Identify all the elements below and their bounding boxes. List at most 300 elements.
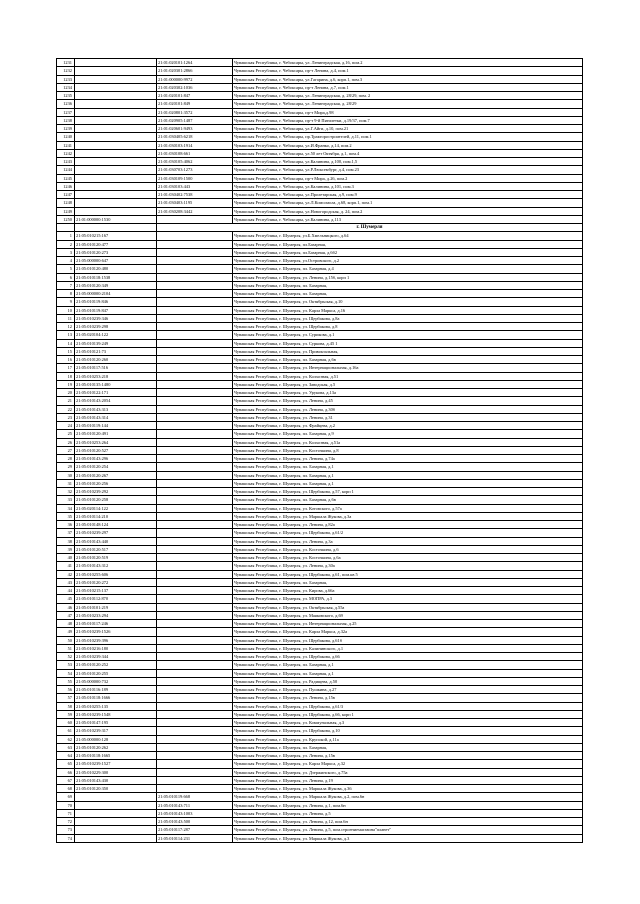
- room-cadastral-number-cell: [157, 521, 233, 529]
- cadastral-number-cell: 21:05:010120:477: [75, 240, 157, 248]
- row-number-cell: 1: [57, 232, 75, 240]
- room-cadastral-number-cell: [157, 248, 233, 256]
- room-cadastral-number-cell: [157, 694, 233, 702]
- cadastral-number-cell: 21:05:010122:171: [75, 389, 157, 397]
- row-number-cell: 1245: [57, 174, 75, 182]
- address-cell: Чувашская Республика, г. Чебоксары, пр-т Ленина, д.7, пом.1: [233, 83, 583, 91]
- row-number-cell: 33: [57, 496, 75, 504]
- row-number-cell: 1242: [57, 149, 75, 157]
- row-number-cell: 1235: [57, 92, 75, 100]
- room-cadastral-number-cell: [157, 372, 233, 380]
- table-row: [57, 768, 583, 776]
- cadastral-number-cell: 21:05:010239:346: [75, 314, 157, 322]
- room-cadastral-number-cell: [157, 405, 233, 413]
- table-row: [57, 174, 583, 182]
- cadastral-number-cell: [75, 809, 157, 817]
- row-number-cell: 64: [57, 752, 75, 760]
- address-cell: Чувашская Республика, г. Шумерля, ул. Калининского, д.1: [233, 644, 583, 652]
- cadastral-number-cell: 21:05:010143:430: [75, 776, 157, 784]
- table-row: [57, 677, 583, 685]
- room-cadastral-number-cell: [157, 488, 233, 496]
- table-row: [57, 529, 583, 537]
- address-cell: Чувашская Республика, г. Чебоксары, ул.Калинина, д.100, пом.1,5: [233, 158, 583, 166]
- room-cadastral-number-cell: 21:01:020905:1487: [157, 116, 233, 124]
- cadastral-number-cell: 21:05:010143:313: [75, 405, 157, 413]
- address-cell: Чувашская Республика, г. Шумерля, ул.Б.Хмельницкого, д.64: [233, 232, 583, 240]
- room-cadastral-number-cell: [157, 562, 233, 570]
- table-row: [57, 182, 583, 190]
- address-cell: Чувашская Республика, г. Чебоксары, ул. Ленинградская, д. 28/29, пом. 2: [233, 92, 583, 100]
- cadastral-number-cell: 21:05:010118:1538: [75, 273, 157, 281]
- address-cell: Чувашская Республика, г. Чебоксары, пр-т Ленина, д.4, пом.1: [233, 67, 583, 75]
- address-cell: Чувашская Республика, г. Шумерля, ул. Ленина, д.15б, корп 1: [233, 273, 583, 281]
- address-cell: Чувашская Республика, г. Шумерля, ул. Щербакова, д.61/3: [233, 702, 583, 710]
- table-row: [57, 83, 583, 91]
- room-cadastral-number-cell: [157, 257, 233, 265]
- cadastral-number-cell: 21:05:010120:254: [75, 463, 157, 471]
- room-cadastral-number-cell: [157, 570, 233, 578]
- address-cell: Чувашская Республика, г. Шумерля, пл. Базарная,: [233, 281, 583, 289]
- table-row: [57, 710, 583, 718]
- table-row: [57, 512, 583, 520]
- cadastral-number-cell: 21:05:010216:180: [75, 644, 157, 652]
- cadastral-number-cell: 21:05:010120:349: [75, 281, 157, 289]
- cadastral-number-cell: 21:05:020104:122: [75, 331, 157, 339]
- address-cell: Чувашская Республика, г. Чебоксары, ул.Пролетарская, д.9, пом.9: [233, 191, 583, 199]
- cadastral-number-cell: 21:05:010120:273: [75, 248, 157, 256]
- cadastral-number-cell: [75, 116, 157, 124]
- cadastral-number-cell: [75, 149, 157, 157]
- row-number-cell: 28: [57, 455, 75, 463]
- table-row: [57, 785, 583, 793]
- table-row: [57, 133, 583, 141]
- table-row: [57, 215, 583, 223]
- address-cell: Чувашская Республика, г. Шумерля, ул. Привокзальная,: [233, 347, 583, 355]
- room-cadastral-number-cell: [157, 628, 233, 636]
- row-number-cell: 1249: [57, 207, 75, 215]
- room-cadastral-number-cell: 21:05:010114:231: [157, 834, 233, 842]
- table-row: [57, 372, 583, 380]
- room-cadastral-number-cell: 21:01:030402:7538: [157, 191, 233, 199]
- cadastral-number-cell: 21:05:010120:517: [75, 545, 157, 553]
- table-row: [57, 793, 583, 801]
- room-cadastral-number-cell: [157, 620, 233, 628]
- room-cadastral-number-cell: [157, 504, 233, 512]
- address-cell: Чувашская Республика, г. Чебоксары, пр-т Мира,д.98: [233, 108, 583, 116]
- room-cadastral-number-cell: [157, 587, 233, 595]
- row-number-cell: 4: [57, 257, 75, 265]
- table-row: [57, 463, 583, 471]
- cadastral-number-cell: 21:05:010239:344: [75, 653, 157, 661]
- row-number-cell: 10: [57, 306, 75, 314]
- table-row: [57, 554, 583, 562]
- room-cadastral-number-cell: 21:01:030403:1195: [157, 199, 233, 207]
- table-row: [57, 562, 583, 570]
- cadastral-number-cell: 21:05:010116:189: [75, 686, 157, 694]
- address-cell: Чувашская Республика, г. Шумерля, ул. Ленина, д.31: [233, 413, 583, 421]
- table-row: [57, 719, 583, 727]
- table-row: [57, 727, 583, 735]
- cadastral-number-cell: 21:05:010101:219: [75, 603, 157, 611]
- address-cell: Чувашская Республика, г. Шумерля, ул. Карла Маркса, д.16: [233, 306, 583, 314]
- cadastral-number-cell: [75, 826, 157, 834]
- row-number-cell: 43: [57, 578, 75, 586]
- table-row: [57, 265, 583, 273]
- cadastral-number-cell: [75, 166, 157, 174]
- address-cell: Чувашская Республика, г. Шумерля, ул. Ленина, д.15в: [233, 752, 583, 760]
- room-cadastral-number-cell: [157, 785, 233, 793]
- address-cell: Чувашская Республика, г. Шумерля, ул. Октябрьская, д.55а: [233, 603, 583, 611]
- room-cadastral-number-cell: 21:05:010119:668: [157, 793, 233, 801]
- cadastral-number-cell: 21:05:010229:300: [75, 768, 157, 776]
- address-cell: Чувашская Республика, г. Шумерля, ул. Ленина, д.74а: [233, 455, 583, 463]
- table-row: [57, 257, 583, 265]
- cadastral-number-cell: 21:05:010239:1548: [75, 710, 157, 718]
- table-row: [57, 603, 583, 611]
- row-number-cell: 70: [57, 801, 75, 809]
- table-row: [57, 240, 583, 248]
- row-number-cell: 74: [57, 834, 75, 842]
- room-cadastral-number-cell: [157, 323, 233, 331]
- table-row: [57, 298, 583, 306]
- room-cadastral-number-cell: 21:01:030108:661: [157, 149, 233, 157]
- address-cell: Чувашская Республика, г. Шумерля, пл. Базарная,: [233, 290, 583, 298]
- row-number-cell: 19: [57, 380, 75, 388]
- cadastral-number-cell: 21:05:010120:350: [75, 785, 157, 793]
- cadastral-number-cell: [75, 83, 157, 91]
- address-cell: Чувашская Республика, г. Шумерля, пл. Базарная, д.6в: [233, 356, 583, 364]
- row-number-cell: 68: [57, 785, 75, 793]
- cadastral-number-cell: 21:05:010239:1526: [75, 628, 157, 636]
- address-cell: Чувашская Республика, г. Чебоксары, ул.И.Франко, д.14, пом.2: [233, 141, 583, 149]
- table-row: [57, 809, 583, 817]
- cadastral-number-cell: [75, 182, 157, 190]
- room-cadastral-number-cell: [157, 215, 233, 223]
- table-row: [57, 801, 583, 809]
- room-cadastral-number-cell: [157, 496, 233, 504]
- table-row: [57, 116, 583, 124]
- address-cell: Чувашская Республика, г. Чебоксары, ул. Ленинградская, д. 28/29: [233, 100, 583, 108]
- room-cadastral-number-cell: 21:01:020302:1036: [157, 83, 233, 91]
- row-number-cell: 21: [57, 397, 75, 405]
- table-row: [57, 446, 583, 454]
- table-row: [57, 158, 583, 166]
- table-row: [57, 834, 583, 842]
- room-cadastral-number-cell: 21:01:030103:443: [157, 182, 233, 190]
- table-row: [57, 331, 583, 339]
- room-cadastral-number-cell: [157, 677, 233, 685]
- address-cell: Чувашская Республика, г. Шумерля, пл.Базарная,: [233, 240, 583, 248]
- row-number-cell: 1246: [57, 182, 75, 190]
- cadastral-number-cell: 21:05:010121:73: [75, 347, 157, 355]
- address-cell: Чувашская Республика, г. Шумерля, ул. Маршала Жукова, д.3а: [233, 512, 583, 520]
- room-cadastral-number-cell: [157, 446, 233, 454]
- table-row: [57, 537, 583, 545]
- cadastral-number-cell: 21:05:010239:292: [75, 488, 157, 496]
- room-cadastral-number-cell: [157, 240, 233, 248]
- address-cell: Чувашская Республика, г. Шумерля, ул. Ленина, д.15в: [233, 694, 583, 702]
- cadastral-number-cell: [75, 174, 157, 182]
- row-number-cell: 41: [57, 562, 75, 570]
- address-cell: Чувашская Республика, г. Шумерля, ул. Заводская, д.5: [233, 380, 583, 388]
- table-row: [57, 578, 583, 586]
- cadastral-number-cell: 21:05:010120:258: [75, 496, 157, 504]
- room-cadastral-number-cell: 21:01:020101:847: [157, 92, 233, 100]
- room-cadastral-number-cell: 21:05:010143:711: [157, 801, 233, 809]
- address-cell: Чувашская Республика, г. Шумерля, пл. Базарная, д.1: [233, 661, 583, 669]
- room-cadastral-number-cell: [157, 438, 233, 446]
- cadastral-number-cell: [75, 158, 157, 166]
- cadastral-number-cell: 21:05:010112:870: [75, 595, 157, 603]
- room-cadastral-number-cell: [157, 603, 233, 611]
- address-cell: Чувашская Республика, г. Шумерля, ул. Интернациональная, д.16а: [233, 364, 583, 372]
- row-number-cell: 42: [57, 570, 75, 578]
- row-number-cell: 22: [57, 405, 75, 413]
- row-number-cell: 45: [57, 595, 75, 603]
- table-row: [57, 248, 583, 256]
- cadastral-number-cell: 21:05:010239:317: [75, 727, 157, 735]
- row-number-cell: 2: [57, 240, 75, 248]
- row-number-cell: 1234: [57, 83, 75, 91]
- room-cadastral-number-cell: [157, 537, 233, 545]
- address-cell: Чувашская Республика, г. Шумерля, ул. Маршала Жукова, д.3: [233, 834, 583, 842]
- row-number-cell: 5: [57, 265, 75, 273]
- cadastral-number-cell: 21:05:010143:314: [75, 413, 157, 421]
- table-row: [57, 587, 583, 595]
- address-cell: Чувашская Республика, г. Шумерля, ул. Маяковского, д.69: [233, 611, 583, 619]
- table-row: [57, 397, 583, 405]
- row-number-cell: 48: [57, 620, 75, 628]
- address-cell: Чувашская Республика, г. Шумерля, ул. Октябрьская, д.10: [233, 298, 583, 306]
- cadastral-number-cell: 21:05:010114:210: [75, 512, 157, 520]
- table-row: [57, 232, 583, 240]
- address-cell: Чувашская Республика, г. Шумерля, ул. Котовского, д.57а: [233, 504, 583, 512]
- address-cell: Чувашская Республика, г. Шумерля, ул. Ленина, д.45: [233, 397, 583, 405]
- address-cell: Чувашская Республика, г. Шумерля, ул. Щербакова, д.57, корп 1: [233, 488, 583, 496]
- address-cell: Чувашская Республика, г. Шумерля, ул. Коммунальная, д.3: [233, 719, 583, 727]
- address-cell: Чувашская Республика, г. Шумерля, ул. Маршала Жукова, д.2, пом.6н: [233, 793, 583, 801]
- cadastral-number-cell: 21:05:010143:296: [75, 455, 157, 463]
- table-row: [57, 273, 583, 281]
- row-number-cell: 1232: [57, 67, 75, 75]
- cadastral-number-cell: [75, 133, 157, 141]
- cadastral-number-cell: 21:05:010120:491: [75, 430, 157, 438]
- table-row: [57, 290, 583, 298]
- address-cell: Чувашская Республика, г. Чебоксары, ул.50 лет Октября, д.1, пом.4: [233, 149, 583, 157]
- table-row: [57, 743, 583, 751]
- room-cadastral-number-cell: [157, 479, 233, 487]
- row-number-cell: 72: [57, 818, 75, 826]
- row-number-cell: 9: [57, 298, 75, 306]
- room-cadastral-number-cell: 21:01:020301:2866: [157, 67, 233, 75]
- table-row: [57, 611, 583, 619]
- address-cell: Чувашская Республика, г. Шумерля, ул. Колхозная, д.51а: [233, 438, 583, 446]
- room-cadastral-number-cell: 21:01:030103:1914: [157, 141, 233, 149]
- room-cadastral-number-cell: 21:01:020101:1264: [157, 59, 233, 67]
- row-number-cell: 15: [57, 347, 75, 355]
- table-row: [57, 661, 583, 669]
- address-cell: Чувашская Республика, г. Шумерля, ул. Косточкина, д.6а: [233, 554, 583, 562]
- address-cell: Чувашская Республика, г. Шумерля, пл.Базарная, д.6б2: [233, 248, 583, 256]
- address-cell: Чувашская Республика, г. Шумерля, ул. Карла Маркса, д.32а: [233, 628, 583, 636]
- row-number-cell: 20: [57, 389, 75, 397]
- table-row: [57, 430, 583, 438]
- cadastral-number-cell: 21:05:010147:195: [75, 719, 157, 727]
- table-row: [57, 702, 583, 710]
- room-cadastral-number-cell: [157, 364, 233, 372]
- room-cadastral-number-cell: [157, 380, 233, 388]
- table-row: [57, 75, 583, 83]
- address-cell: Чувашская Республика, г. Шумерля, ул. Кирова, д.66а: [233, 587, 583, 595]
- cadastral-number-cell: 21:05:010120:519: [75, 554, 157, 562]
- row-number-cell: 1248: [57, 199, 75, 207]
- row-number-cell: 50: [57, 636, 75, 644]
- cadastral-number-cell: [75, 801, 157, 809]
- address-cell: Чувашская Республика, г. Шумерля, ул. Сурикова, д.1: [233, 331, 583, 339]
- row-number-cell: 1244: [57, 166, 75, 174]
- row-number-cell: 58: [57, 702, 75, 710]
- address-cell: Чувашская Республика, г. Чебоксары, пр-т Мира, д.26, пом.2: [233, 174, 583, 182]
- address-cell: Чувашская Республика, г. Шумерля, ул. Интернациональная, д.25: [233, 620, 583, 628]
- row-number-cell: 1240: [57, 133, 75, 141]
- table-row: [57, 191, 583, 199]
- room-cadastral-number-cell: 21:01:000000:9972: [157, 75, 233, 83]
- table-row: [57, 479, 583, 487]
- cadastral-number-cell: 21:05:010118:1665: [75, 752, 157, 760]
- room-cadastral-number-cell: [157, 331, 233, 339]
- cadastral-number-cell: 21:05:010119:846: [75, 298, 157, 306]
- cadastral-number-cell: 21:05:010120:267: [75, 471, 157, 479]
- cadastral-number-cell: 21:05:010117:516: [75, 364, 157, 372]
- row-number-cell: 73: [57, 826, 75, 834]
- address-cell: Чувашская Республика, г. Шумерля, ул.Островского, д.2: [233, 257, 583, 265]
- section-header-row: [57, 224, 583, 232]
- address-cell: Чувашская Республика, г. Шумерля, пл. Базарная, д.1: [233, 479, 583, 487]
- table-row: [57, 108, 583, 116]
- address-cell: Чувашская Республика, г. Шумерля, пл. Базарная, д.4: [233, 265, 583, 273]
- row-number-cell: 39: [57, 545, 75, 553]
- table-row: [57, 471, 583, 479]
- cadastral-number-cell: [75, 793, 157, 801]
- address-cell: Чувашская Республика, г. Шумерля, пл. Базарная, д.1: [233, 669, 583, 677]
- cadastral-number-cell: 21:05:010135:1480: [75, 380, 157, 388]
- table-row: [57, 620, 583, 628]
- table-row: [57, 826, 583, 834]
- room-cadastral-number-cell: 21:01:030703:1273: [157, 166, 233, 174]
- room-cadastral-number-cell: 21:05:010143:1003: [157, 809, 233, 817]
- address-cell: Чувашская Республика, г. Шумерля, ул. Ленина, д.30б: [233, 405, 583, 413]
- room-cadastral-number-cell: [157, 273, 233, 281]
- table-row: [57, 100, 583, 108]
- cadastral-number-cell: 21:05:010120:255: [75, 669, 157, 677]
- row-number-cell: 46: [57, 603, 75, 611]
- table-row: [57, 141, 583, 149]
- room-cadastral-number-cell: [157, 529, 233, 537]
- cadastral-number-cell: 21:05:010239:298: [75, 323, 157, 331]
- cadastral-number-cell: 21:05:000000:128: [75, 735, 157, 743]
- cadastral-number-cell: 21:05:010139:249: [75, 339, 157, 347]
- address-cell: Чувашская Республика, г. Шумерля, ул. Ленина, д.30а: [233, 562, 583, 570]
- room-cadastral-number-cell: [157, 554, 233, 562]
- row-number-cell: 59: [57, 710, 75, 718]
- row-number-cell: 31: [57, 479, 75, 487]
- room-cadastral-number-cell: [157, 290, 233, 298]
- table-row: [57, 413, 583, 421]
- table-row: [57, 356, 583, 364]
- table-row: [57, 125, 583, 133]
- cadastral-number-cell: 21:05:010117:246: [75, 620, 157, 628]
- table-row: [57, 760, 583, 768]
- table-row: [57, 199, 583, 207]
- room-cadastral-number-cell: [157, 686, 233, 694]
- room-cadastral-number-cell: [157, 760, 233, 768]
- address-cell: Чувашская Республика, г. Чебоксары, ул.Калинина, д.101, пом.3: [233, 182, 583, 190]
- address-cell: Чувашская Республика, г. Шумерля, ул. Колхозная, д.51: [233, 372, 583, 380]
- row-number-cell: 37: [57, 529, 75, 537]
- table-row: [57, 59, 583, 67]
- room-cadastral-number-cell: [157, 595, 233, 603]
- row-number-cell: 16: [57, 356, 75, 364]
- cadastral-number-cell: 21:05:010253:218: [75, 372, 157, 380]
- address-cell: Чувашская Республика, г. Чебоксары, ул.Калинина, д.113: [233, 215, 583, 223]
- table-row: [57, 694, 583, 702]
- address-cell: Чувашская Республика, г. Шумерля, ул. Ленина, д.12, пом.6н: [233, 818, 583, 826]
- room-cadastral-number-cell: [157, 752, 233, 760]
- address-cell: Чувашская Республика, г. Шумерля, пл. Базарная, д.1: [233, 463, 583, 471]
- cadastral-number-cell: 21:05:010120:256: [75, 479, 157, 487]
- address-cell: Чувашская Республика, г. Шумерля, ул. Крупской, д.11а: [233, 735, 583, 743]
- cadastral-number-cell: 21:05:010120:480: [75, 265, 157, 273]
- room-cadastral-number-cell: 21:01:030109:1500: [157, 174, 233, 182]
- address-cell: Чувашская Республика, г. Чебоксары, ул.Л.Комсомола, д.68, корп.1, пом.1: [233, 199, 583, 207]
- table-row: [57, 653, 583, 661]
- table-row: [57, 67, 583, 75]
- room-cadastral-number-cell: 21:01:020101:849: [157, 100, 233, 108]
- row-number-cell: 17: [57, 364, 75, 372]
- row-number-cell: 23: [57, 413, 75, 421]
- cadastral-number-cell: [75, 818, 157, 826]
- table-row: [57, 776, 583, 784]
- property-table-body: [57, 59, 583, 843]
- room-cadastral-number-cell: [157, 719, 233, 727]
- row-number-cell: 1241: [57, 141, 75, 149]
- table-row: [57, 735, 583, 743]
- row-number-cell: 71: [57, 809, 75, 817]
- address-cell: Чувашская Республика, г. Шумерля, ул. Фрайцева, д.2: [233, 422, 583, 430]
- cadastral-number-cell: 21:05:010255:135: [75, 702, 157, 710]
- row-number-cell: 55: [57, 677, 75, 685]
- address-cell: Чувашская Республика, г. Шумерля, ул. Ленина, д.5, пом.строениемагазина"планет": [233, 826, 583, 834]
- cadastral-number-cell: 21:05:010120:527: [75, 446, 157, 454]
- table-row: [57, 405, 583, 413]
- row-number-cell: 51: [57, 644, 75, 652]
- cadastral-number-cell: 21:05:010143:440: [75, 537, 157, 545]
- row-number-cell: 1239: [57, 125, 75, 133]
- room-cadastral-number-cell: 21:01:030105:4062: [157, 158, 233, 166]
- cadastral-number-cell: 21:05:010148:124: [75, 521, 157, 529]
- table-row: [57, 818, 583, 826]
- room-cadastral-number-cell: [157, 389, 233, 397]
- table-row: [57, 314, 583, 322]
- address-cell: Чувашская Республика, г. Шумерля, ул. Щербакова, д.61б: [233, 636, 583, 644]
- address-cell: Чувашская Республика, г. Чебоксары, пр-т 9-й Пятилетки, д.19/37, пом.7: [233, 116, 583, 124]
- table-row: [57, 570, 583, 578]
- address-cell: Чувашская Республика, г. Чебоксары, ул.Гагарина, д.6, корп.1, пом.3: [233, 75, 583, 83]
- row-number-cell: 7: [57, 281, 75, 289]
- row-number-cell: 57: [57, 694, 75, 702]
- row-number-cell: 38: [57, 537, 75, 545]
- table-row: [57, 686, 583, 694]
